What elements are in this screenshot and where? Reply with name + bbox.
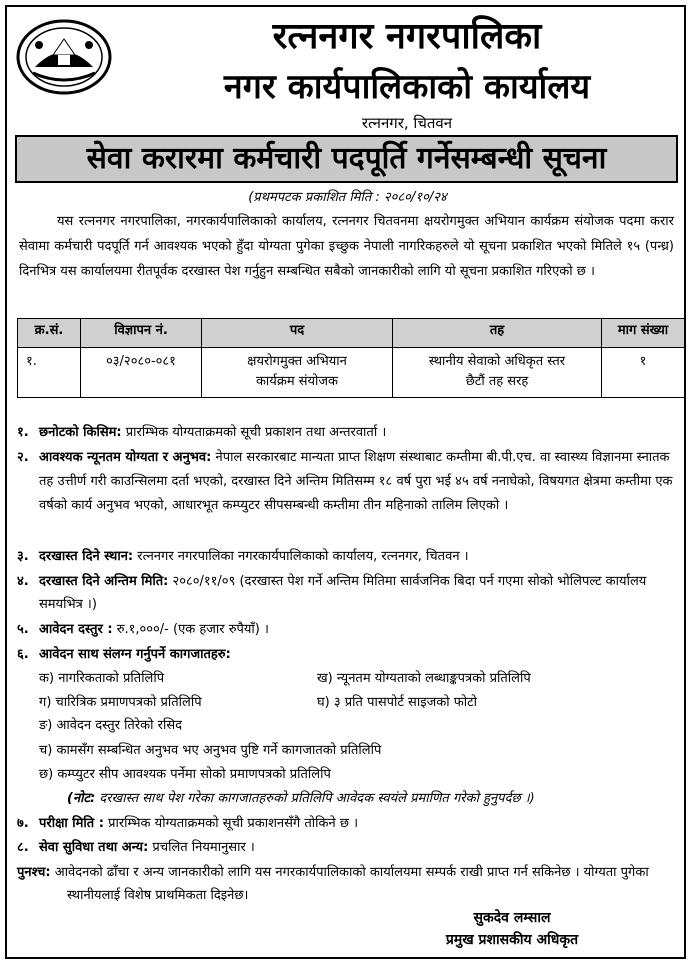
col-serial: क्र.सं. bbox=[18, 319, 81, 348]
item-text: प्रारम्भिक योग्यताक्रमको सूची प्रकाशनसँगै तोकिने छ । bbox=[103, 816, 359, 831]
item-text: २०८०/११/०९ (दरखास्त पेश गर्ने अन्तिम मितिमा सार्वजनिक बिदा पर्न गएमा सोको भोलिपल्ट कार्यालय समयभित्र ।) bbox=[39, 574, 647, 612]
item-text: नेपाल सरकारबाट मान्यता प्राप्त शिक्षण संस्थाबाट कम्तीमा बी.पी.एच. वा स्वास्थ्य विज्ञानमा स्नातक तह उत्तीर्ण गरी काउन्सिलमा दर्ता भएको, दरखास्त दिने अन्तिम मितिसम्म १८ वर्ष पुरा भई ४५ वर्ष ननाघेको, विषयगत क्षेत्रमा कम्तीमा एक वर्षको कार्य अनुभव भएको, आधारभूत कम्प्युटर सीपसम्बन्धी कम्तीमा तीन महिनाको तालिम लिएको । bbox=[39, 450, 673, 513]
item-label: आवेदन साथ संलग्न गर्नुपर्ने कागजातहरु: bbox=[39, 647, 231, 662]
item-label: दरखास्त दिने अन्तिम मिति: bbox=[39, 574, 169, 589]
item-label: आवश्यक न्यूनतम योग्यता र अनुभव: bbox=[39, 450, 212, 465]
cell-level bbox=[393, 348, 602, 398]
doc-chha: छ) कम्प्युटर सीप आवश्यक पर्नेमा सोको प्रमाणपत्रको प्रतिलिपि bbox=[39, 767, 331, 782]
item-label: परीक्षा मिति : bbox=[39, 816, 104, 831]
publication-date: (प्रथमपटक प्रकाशित मिति : २०८०/१०/२४ bbox=[248, 190, 447, 205]
item-label: छनोटको किसिम: bbox=[39, 425, 122, 440]
doc-cha: च) कामसँग सम्बन्धित अनुभव भए अनुभव पुष्टि गर्ने कागजातको प्रतिलिपि bbox=[39, 743, 382, 758]
item-text: प्रचलित नियमानुसार । bbox=[148, 840, 255, 855]
item-text: रु.१,०००/- (एक हजार रुपैयाँ) । bbox=[112, 622, 269, 637]
office-address: रत्ननगर, चितवन bbox=[361, 114, 453, 132]
signatory-designation: प्रमुख प्रशासकीय अधिकृत bbox=[445, 932, 579, 948]
cell-count: १ bbox=[602, 348, 685, 398]
nepal-emblem-logo bbox=[15, 17, 113, 97]
col-level: तह bbox=[393, 319, 602, 348]
item-number: ६. bbox=[17, 647, 29, 662]
ps-label: पुनश्च: bbox=[17, 865, 51, 880]
cell-serial: १. bbox=[18, 348, 81, 398]
vacancy-table bbox=[17, 318, 685, 398]
post-line2: कार्यक्रम संयोजक bbox=[255, 374, 339, 389]
item-number: ४. bbox=[17, 574, 29, 589]
post-line1: क्षयरोगमुक्त अभियान bbox=[247, 354, 347, 369]
item-number: ७. bbox=[17, 816, 29, 831]
doc-kha: ख) न्यूनतम योग्यताको लब्धाङ्कपत्रको प्रतिलिपि bbox=[317, 671, 531, 686]
notice-banner: सेवा करारमा कर्मचारी पदपूर्ति गर्नेसम्बन्धी सूचना bbox=[15, 135, 678, 183]
intro-paragraph: यस रत्ननगर नगरपालिका, नगरकार्यपालिकाको कार्यालय, रत्ननगर चितवनमा क्षयरोगमुक्त अभियान कार्यक्रम संयोजक पदमा करार सेवामा कर्मचारी पदपूर्ति गर्न आवश्यक भएकाे हुँदा योग्यता पुगेका इच्छुक नेपाली नागरिकहरुले यो सूचना प्रकाशित भएको मितिले १५ (पन्ध्र) दिनभित्र यस कार्यालयमा रीतपूर्वक दरखास्त पेश गर्नुहुन सम्बन्धित सबैको जानकारीको लागि यो सूचना प्रकाशित गरिएको छ । bbox=[19, 214, 674, 279]
level-line2: छैटौं तह सरह bbox=[465, 374, 529, 389]
item-number: ५. bbox=[17, 622, 29, 637]
level-line1: स्थानीय सेवाको अधिकृत स्तर bbox=[428, 354, 566, 369]
item-number: ३. bbox=[17, 549, 29, 564]
item-label: दरखास्त दिने स्थान: bbox=[39, 549, 134, 564]
col-post: पद bbox=[202, 319, 393, 348]
doc-ga: ग) चारित्रिक प्रमाणपत्रको प्रतिलिपि bbox=[39, 695, 202, 710]
doc-gha: घ) ३ प्रति पासपोर्ट साइजको फोटो bbox=[317, 695, 478, 710]
notice-page bbox=[5, 5, 686, 959]
note-text: दरखास्त साथ पेश गरेका कागजातहरुको प्रतिलिपि आवेदक स्वयंले प्रमाणित गरेको हुनुपर्दछ ।) bbox=[95, 791, 535, 806]
item-number: २. bbox=[17, 450, 29, 465]
docs-note bbox=[67, 787, 687, 810]
cell-ad-number: ०३/२०८०-०८१ bbox=[81, 348, 202, 398]
office-title-line1: रत्ननगर नगरपालिका bbox=[272, 16, 542, 57]
signatory-name: सुकदेव लम्साल bbox=[473, 910, 551, 926]
item-text: प्रारम्भिक योग्यताक्रमको सूची प्रकाशन तथा अन्तरवार्ता । bbox=[121, 425, 387, 440]
cell-post bbox=[202, 348, 393, 398]
table-row bbox=[18, 348, 685, 398]
col-count: माग संख्या bbox=[602, 319, 685, 348]
item-label: आवेदन दस्तुर : bbox=[39, 622, 113, 637]
ps-text: आवेदनको ढाँचा र अन्य जानकारीको लागि यस नगरकार्यपालिकाको कार्यालयमा सम्पर्क राखी प्राप्त गर्न सकिनेछ । योग्यता पुगेका स्थानीयलाई विशेष प्राथमिकता दिइनेछ। bbox=[50, 865, 649, 903]
note-label: (नोट: bbox=[67, 791, 96, 806]
office-title-line2: नगर कार्यपालिकाको कार्यालय bbox=[223, 67, 591, 107]
table-header-row bbox=[18, 319, 685, 348]
item-text: रत्ननगर नगरपालिका नगरकार्यपालिकाको कार्यालय, रत्ननगर, चितवन । bbox=[133, 549, 469, 564]
doc-ka: क) नागरिकताको प्रतिलिपि bbox=[39, 671, 165, 686]
item-number: ८. bbox=[17, 840, 29, 855]
col-ad-number: विज्ञापन नं. bbox=[81, 319, 202, 348]
item-label: सेवा सुविधा तथा अन्य: bbox=[39, 840, 149, 855]
item-number: १. bbox=[17, 425, 29, 440]
doc-nga: ङ) आवेदन दस्तुर तिरेको रसिद bbox=[39, 718, 183, 733]
